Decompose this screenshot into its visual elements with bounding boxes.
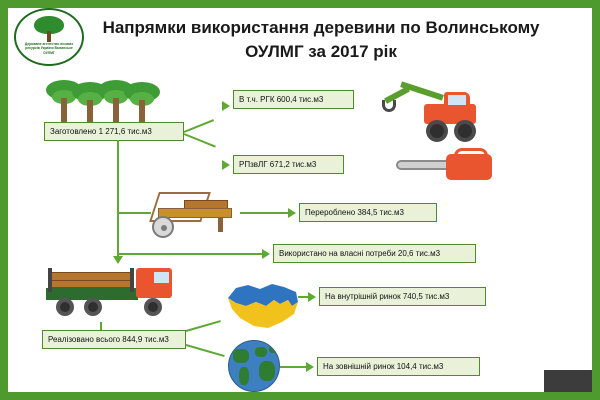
slide-border-right [592, 0, 600, 400]
harvester-machine-illustration [382, 86, 494, 144]
node-harvested: Заготовлено 1 271,6 тис.м3 [44, 122, 184, 141]
organization-logo [14, 8, 88, 70]
connector-sold-to-domestic [186, 320, 221, 332]
node-foreign-market: На зовнішній ринок 104,4 тис.м3 [317, 357, 480, 376]
slide-border-bottom [0, 392, 600, 400]
corner-overlay [544, 370, 592, 392]
arrow-to-domestic [308, 292, 316, 302]
node-rpzavlg: РПзвЛГ 671,2 тис.м3 [233, 155, 344, 174]
node-domestic-market: На внутрішній ринок 740,5 тис.м3 [319, 287, 486, 306]
arrow-to-rpzavlg [222, 160, 230, 170]
connector-harvested-to-rgk [184, 119, 214, 133]
connector-sold-to-foreign [186, 344, 225, 357]
sawmill-illustration [150, 190, 240, 236]
connector-harvested-to-rpzavlg [184, 133, 216, 148]
slide-border-top [0, 0, 600, 8]
node-processed: Перероблено 384,5 тис.м3 [299, 203, 437, 222]
arrow-to-foreign [306, 362, 314, 372]
logo-caption: Державне агентство лісових ресурсів України Волинське ОУЛМГ [24, 42, 74, 55]
chainsaw-illustration [396, 148, 500, 188]
connector-to-sawmill [117, 212, 151, 214]
connector-main-vertical [117, 140, 119, 258]
globe-icon [228, 340, 280, 392]
connector-globe-to-foreign [280, 366, 306, 368]
arrow-to-own-needs [262, 249, 270, 259]
connector-sawmill-to-processed [240, 212, 288, 214]
slide-border-left [0, 0, 8, 400]
timber-truck-illustration [40, 262, 180, 320]
tree-icon [34, 16, 64, 42]
arrow-to-truck [113, 256, 123, 264]
connector-to-own-needs [117, 253, 262, 255]
node-own-needs: Використано на власні потреби 20,6 тис.м3 [273, 244, 476, 263]
ukraine-map-icon [222, 276, 302, 332]
forest-trees-illustration [44, 80, 162, 128]
connector-map-to-domestic [298, 296, 308, 298]
node-rgk: В т.ч. РГК 600,4 тис.м3 [233, 90, 354, 109]
page-title: Напрямки використання деревини по Волинському ОУЛМГ за 2017 рік [102, 18, 540, 61]
node-sold-total: Реалізовано всього 844,9 тис.м3 [42, 330, 186, 349]
arrow-to-rgk [222, 101, 230, 111]
arrow-to-processed [288, 208, 296, 218]
